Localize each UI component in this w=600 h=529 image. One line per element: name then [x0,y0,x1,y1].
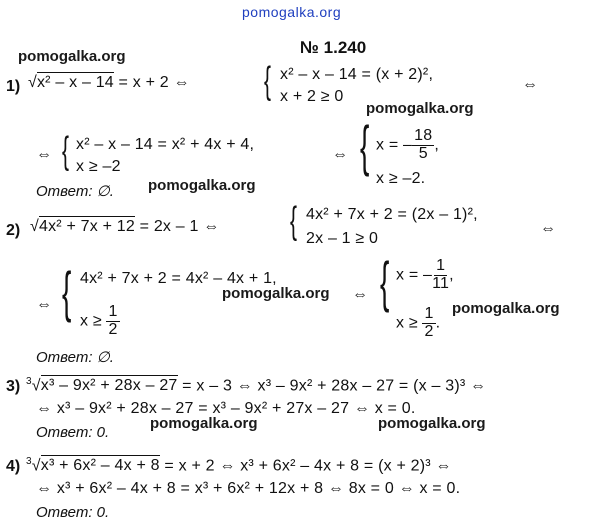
problem-4-equation [26,456,452,475]
equation-rest: = x + 2 ⇔ x³ + 6x² – 4x + 8 = (x + 2)³ ⇔ [159,457,452,475]
equation-line: ⇔ x³ + 6x² – 4x + 8 = x³ + 6x² + 12x + 8 ⇔ 8x = 0 ⇔ x = 0. [36,480,461,497]
brace-icon: { [264,60,271,102]
system-line: x = – $\frac{18}{5}$ , [376,127,439,162]
sqrt-icon: √ [30,218,39,235]
equation-rest: = x + 2 ⇔ [113,74,190,91]
watermark-top: pomogalka.org [242,4,342,20]
system-line: x = – $\frac{1}{11}$ , [396,257,454,292]
answer: Ответ: 0. [36,424,110,441]
problem-title: № 1.240 [300,38,367,57]
answer: Ответ: ∅. [36,349,114,366]
iff-symbol: ⇔ [540,220,557,237]
sqrt-icon: √ [31,457,41,475]
equation-rest: = x – 3 ⇔ x³ – 9x² + 28x – 27 = (x – 3)³ ⇔ [177,377,487,395]
radicand: x³ – 9x² + 28x – 27 [40,377,178,395]
radicand: 4x² + 7x + 12 [38,218,135,235]
watermark: pomogalka.org [222,285,330,302]
answer: Ответ: 0. [36,504,110,521]
brace-icon: { [290,200,297,242]
iff-symbol: ⇔ [332,146,349,163]
watermark: pomogalka.org [150,415,258,432]
root-index: 3 [26,376,32,387]
problem-2-equation [30,218,219,236]
equation-rest: = 2x – 1 ⇔ [134,218,220,235]
radicand: x³ + 6x² – 4x + 8 [40,457,160,475]
system-line: x² – x – 14 = (x + 2)², [280,66,434,83]
problem-1-number: 1) [6,78,21,95]
brace-icon: { [380,250,390,313]
problem-4-number: 4) [6,458,21,475]
answer: Ответ: ∅. [36,183,114,200]
system-line: x ≥ –2 [76,158,121,175]
system-line: x ≥ –2. [376,170,426,187]
sqrt-icon: √ [31,377,41,395]
system-line: x ≥ $\frac{1}{2}$ . [396,305,441,340]
radicand: x² – x – 14 [36,74,114,91]
watermark: pomogalka.org [452,300,560,317]
equation-line: ⇔ x³ – 9x² + 28x – 27 = x³ – 9x² + 27x – 27 ⇔ x = 0. [36,400,416,417]
brace-icon: { [62,130,69,172]
system-line: 4x² + 7x + 2 = (2x – 1)², [306,206,478,223]
iff-symbol: ⇔ [522,76,539,93]
brace-icon: { [360,114,370,177]
watermark: pomogalka.org [18,48,126,65]
root-index: 3 [26,456,32,467]
system-line: 2x – 1 ≥ 0 [306,230,379,247]
iff-symbol: ⇔ [352,286,369,303]
iff-symbol: ⇔ [36,296,53,313]
problem-2-number: 2) [6,222,21,239]
system-line: x ≥ $\frac{1}{2}$ [80,303,118,338]
watermark: pomogalka.org [378,415,486,432]
problem-1-equation [28,74,190,92]
brace-icon: { [62,260,72,323]
sqrt-icon: √ [28,74,37,91]
problem-3-equation [26,376,486,395]
watermark: pomogalka.org [366,100,474,117]
problem-3-number: 3) [6,378,21,395]
system-line: x + 2 ≥ 0 [280,88,344,105]
system-line: 4x² + 7x + 2 = 4x² – 4x + 1, [80,270,277,287]
system-line: x² – x – 14 = x² + 4x + 4, [76,136,255,153]
iff-symbol: ⇔ [36,146,53,163]
watermark: pomogalka.org [148,177,256,194]
